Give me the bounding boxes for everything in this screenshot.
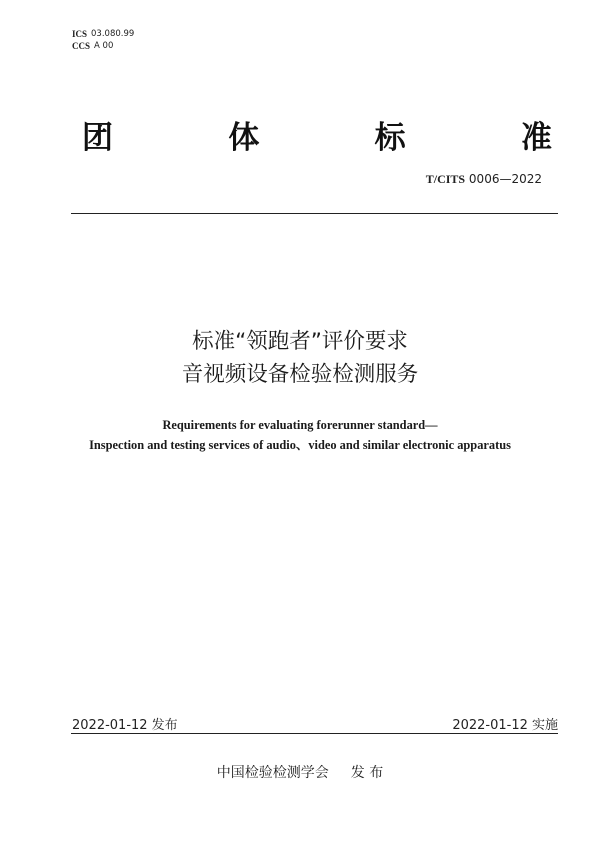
chinese-title xyxy=(0,325,600,391)
date-row xyxy=(72,714,558,733)
standard-type-char: 准 xyxy=(520,120,552,156)
standard-type-heading xyxy=(82,112,552,157)
standard-type-char: 团 xyxy=(82,120,113,156)
english-title-line-1: Requirements for evaluating forerunner standard— xyxy=(162,418,438,432)
issue-date: 2022-01-12 发布 xyxy=(72,718,178,733)
header-divider xyxy=(71,213,558,214)
english-title xyxy=(0,415,600,455)
publisher-action: 发 布 xyxy=(350,765,384,781)
standard-type-char: 体 xyxy=(228,120,260,156)
english-title-line-2: Inspection and testing services of audio、video and similar electronic apparatus xyxy=(89,438,511,452)
standard-number-prefix: T/CITS xyxy=(425,172,466,186)
ics-label: ICS xyxy=(72,29,88,39)
chinese-title-line-2: 音视频设备检验检测服务 xyxy=(181,362,419,387)
standard-number-value: 0006—2022 xyxy=(468,172,542,186)
ccs-code xyxy=(72,40,134,52)
standard-number xyxy=(426,172,542,187)
ics-code xyxy=(72,28,134,40)
ccs-value: A 00 xyxy=(94,41,114,51)
publisher-line xyxy=(0,762,600,782)
implementation-date: 2022-01-12 实施 xyxy=(452,718,558,733)
chinese-title-line-1: 标准“领跑者”评价要求 xyxy=(192,329,408,354)
ics-value: 03.080.99 xyxy=(91,29,135,39)
footer-divider xyxy=(71,733,558,734)
publisher-name: 中国检验检测学会 xyxy=(216,765,329,781)
standard-type-char: 标 xyxy=(374,120,406,156)
classification-codes xyxy=(72,28,134,52)
ccs-label: CCS xyxy=(72,41,91,51)
